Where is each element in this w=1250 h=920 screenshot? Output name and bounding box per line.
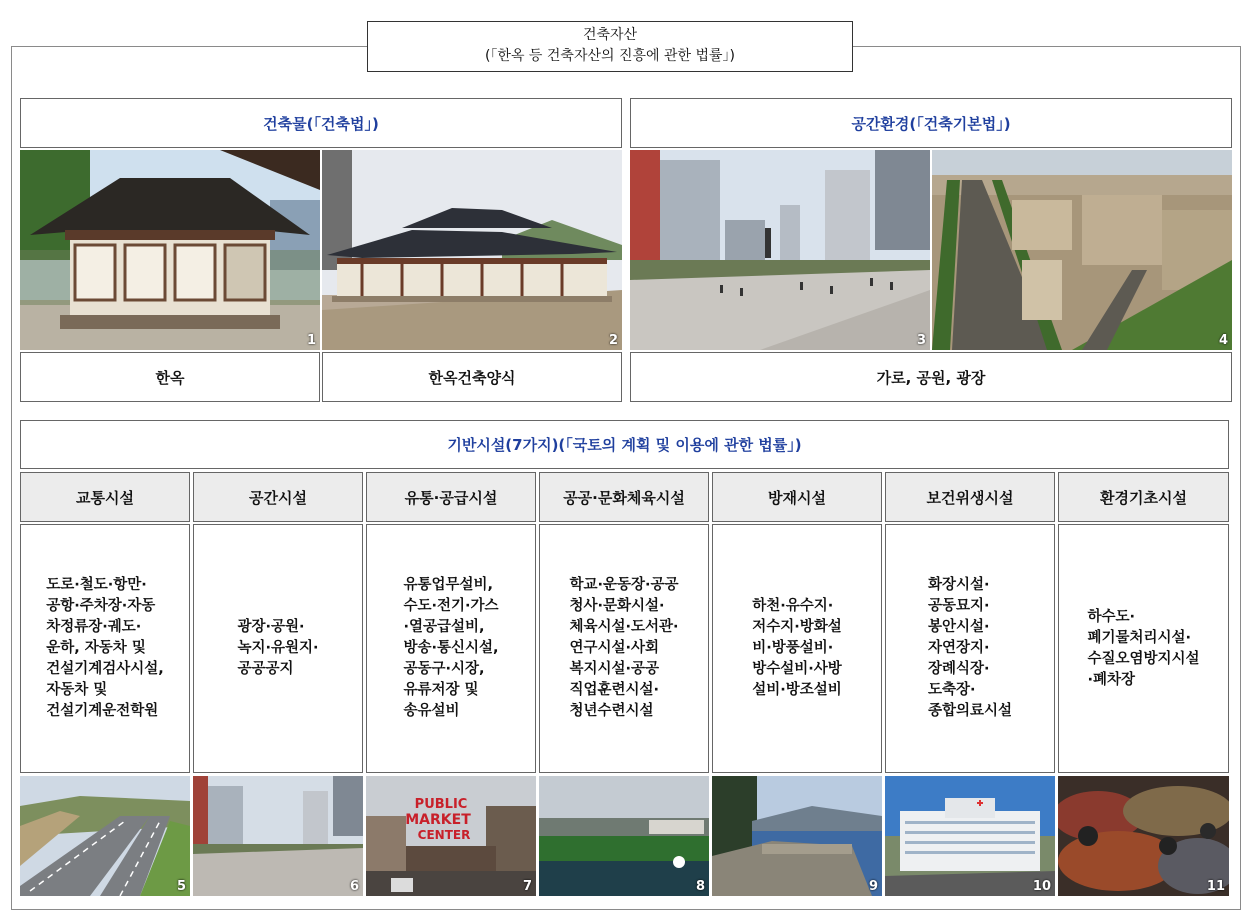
photo-hospital xyxy=(885,776,1055,896)
title-box xyxy=(367,21,853,72)
photo-highway xyxy=(20,776,190,896)
label-hanok: 한옥 xyxy=(20,352,320,402)
title-line1: 건축자산 xyxy=(582,27,638,43)
photo-seawall xyxy=(712,776,882,896)
buildings-header: 건축물(「건축법」) xyxy=(20,98,622,148)
category-header-health: 보건위생시설 xyxy=(885,472,1055,522)
photo-number: 10 xyxy=(1032,879,1051,894)
market-sign-line3: CENTER xyxy=(417,828,471,842)
photo-number: 9 xyxy=(868,879,878,894)
photo-number: 3 xyxy=(916,333,926,348)
photo-market xyxy=(366,776,536,896)
category-body-environment xyxy=(1058,524,1229,773)
infrastructure-header: 기반시설(7가지)(「국토의 계획 및 이용에 관한 법률」) xyxy=(20,420,1229,469)
category-header-distribution: 유통·공급시설 xyxy=(366,472,536,522)
market-sign-line2: MARKET xyxy=(405,812,471,828)
space-header: 공간환경(「건축기본법」) xyxy=(630,98,1232,148)
category-body-disaster xyxy=(712,524,882,773)
photo-stadium xyxy=(539,776,709,896)
category-content: 도로·철도·항만· 공항·주차장·자동 차정류장·궤도· 운하, 자동차 및 건설기계검사시설, 자동차 및 건설기계운전학원 xyxy=(46,577,164,719)
photo-hanok xyxy=(20,150,320,350)
photo-number: 5 xyxy=(176,879,186,894)
photo-scrapyard xyxy=(1058,776,1229,896)
category-header-environment: 환경기초시설 xyxy=(1058,472,1229,522)
title-line2: (「한옥 등 건축자산의 진흥에 관한 법률」) xyxy=(484,48,736,64)
category-body-health xyxy=(885,524,1055,773)
category-body-distribution xyxy=(366,524,536,773)
category-content: 유통업무설비, 수도·전기·가스 ·열공급설비, 방송·통신시설, 공동구·시장, 유류저장 및 송유설비 xyxy=(403,577,499,719)
photo-number: 1 xyxy=(306,333,316,348)
photo-hanok-style xyxy=(322,150,622,350)
category-body-transport xyxy=(20,524,190,773)
photo-number: 6 xyxy=(349,879,359,894)
photo-plaza xyxy=(630,150,930,350)
label-space: 가로, 공원, 광장 xyxy=(630,352,1232,402)
photo-number: 7 xyxy=(522,879,532,894)
photo-number: 8 xyxy=(695,879,705,894)
category-header-transport: 교통시설 xyxy=(20,472,190,522)
category-header-disaster: 방재시설 xyxy=(712,472,882,522)
category-body-public-culture xyxy=(539,524,709,773)
photo-number: 2 xyxy=(608,333,618,348)
photo-number: 11 xyxy=(1206,879,1225,894)
category-content: 광장·공원· 녹지·유원지· 공공공지 xyxy=(237,619,319,677)
category-body-space xyxy=(193,524,363,773)
market-sign-line1: PUBLIC xyxy=(414,797,468,812)
photo-number: 4 xyxy=(1218,333,1228,348)
label-hanok-style: 한옥건축양식 xyxy=(322,352,622,402)
category-content: 하천·유수지· 저수지·방화설 비·방풍설비· 방수설비·사방 설비·방조설비 xyxy=(752,598,842,698)
photo-boulevard xyxy=(932,150,1232,350)
category-content: 화장시설· 공동묘지· 봉안시설· 자연장지· 장례식장· 도축장· 종합의료시설 xyxy=(927,577,1013,719)
category-content: 하수도· 폐기물처리시설· 수질오염방지시설 ·폐차장 xyxy=(1087,608,1200,688)
category-header-public-culture: 공공·문화체육시설 xyxy=(539,472,709,522)
category-content: 학교·운동장·공공 청사·문화시설· 체육시설·도서관· 연구시설·사회 복지시설·공공 직업훈련시설· 청년수련시설 xyxy=(569,577,679,719)
photo-plaza-small xyxy=(193,776,363,896)
category-header-space: 공간시설 xyxy=(193,472,363,522)
